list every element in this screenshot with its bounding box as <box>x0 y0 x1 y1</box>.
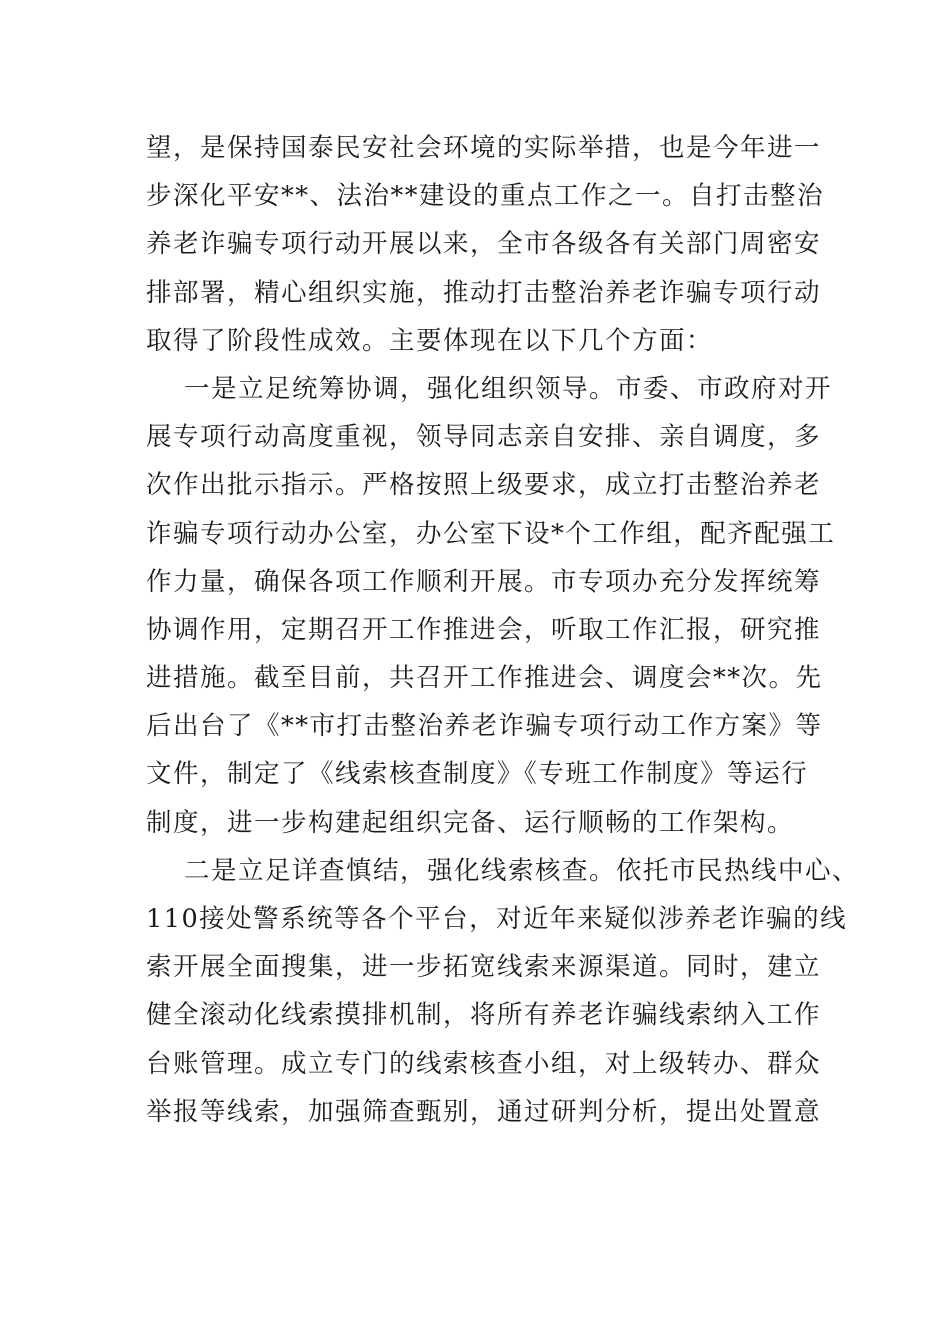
text-line: 索开展全面搜集，进一步拓宽线索来源渠道。同时，建立 <box>146 952 822 983</box>
text-line: 诈骗专项行动办公室，办公室下设*个工作组，配齐配强工 <box>146 518 836 549</box>
document-body <box>146 124 860 1136</box>
text-line: 进措施。截至目前，共召开工作推进会、调度会**次。先 <box>146 663 823 694</box>
text-line: 作力量，确保各项工作顺利开展。市专项办充分发挥统筹 <box>146 566 822 597</box>
paragraph-first-line: 一是立足统筹协调，强化组织领导。市委、市政府对开 <box>184 373 833 404</box>
text-line: 步深化平安**、法治**建设的重点工作之一。自打击整治 <box>146 181 825 212</box>
text-line: 制度，进一步构建起组织完备、运行顺畅的工作架构。 <box>146 807 795 838</box>
text-line: 健全滚动化线索摸排机制，将所有养老诈骗线索纳入工作 <box>146 1000 822 1031</box>
text-line: 望，是保持国泰民安社会环境的实际举措，也是今年进一 <box>146 133 822 163</box>
text-line: 排部署，精心组织实施，推动打击整治养老诈骗专项行动 <box>146 277 822 308</box>
text-line: 举报等线索，加强筛查甄别，通过研判分析，提出处置意 <box>146 1096 822 1127</box>
paragraph-first-line: 二是立足详查慎结，强化线索核查。依托市民热线中心、 <box>184 855 860 886</box>
text-line: 次作出批示指示。严格按照上级要求，成立打击整治养老 <box>146 470 822 501</box>
text-line: 台账管理。成立专门的线索核查小组，对上级转办、群众 <box>146 1048 822 1079</box>
text-line: 协调作用，定期召开工作推进会，听取工作汇报，研究推 <box>146 614 822 645</box>
text-line: 展专项行动高度重视，领导同志亲自安排、亲自调度，多 <box>146 422 822 453</box>
text-line: 文件，制定了《线索核查制度》《专班工作制度》等运行 <box>146 759 809 790</box>
text-line: 110接处警系统等各个平台，对近年来疑似涉养老诈骗的线 <box>146 904 848 934</box>
text-line: 养老诈骗专项行动开展以来，全市各级各有关部门周密安 <box>146 229 822 260</box>
text-line: 取得了阶段性成效。主要体现在以下几个方面： <box>146 325 714 356</box>
text-line: 后出台了《**市打击整治养老诈骗专项行动工作方案》等 <box>146 711 823 742</box>
